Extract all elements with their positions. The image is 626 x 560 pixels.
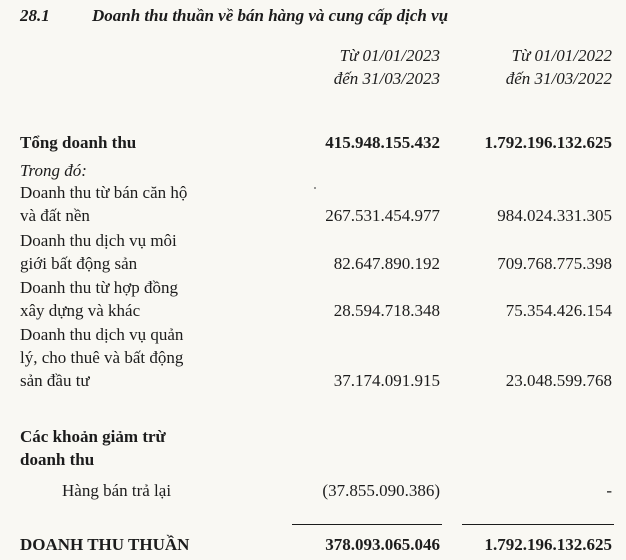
item-management-leasing-label [20,323,183,392]
item-management-leasing-2022: 23.048.599.768 [505,371,612,390]
item-apartment-land-label [20,181,187,227]
deductions-line1: Các khoản giảm trừ [20,427,166,446]
item-construction-line1: Doanh thu từ hợp đồng [20,278,178,297]
item-construction-label [20,276,178,322]
total-revenue-2022: 1.792.196.132.625 [484,133,612,152]
column-header-2022-line1: Từ 01/01/2022 [511,46,612,65]
column-header-2022 [506,44,612,90]
item-construction-2022: 75.354.426.154 [505,301,612,320]
column-header-2023-line2: đến 31/03/2023 [333,69,440,88]
of-which-label: Trong đó: [20,161,87,180]
item-brokerage-2023: 82.647.890.192 [333,254,440,273]
subtotal-rule-2023 [292,524,442,525]
net-revenue-label: DOANH THU THUẦN [20,535,190,554]
net-revenue-2022: 1.792.196.132.625 [484,535,612,554]
item-apartment-land-line1: Doanh thu từ bán căn hộ [20,183,188,202]
item-management-leasing-2023: 37.174.091.915 [333,371,440,390]
deductions-line2: doanh thu [20,450,95,469]
section-number: 28.1 [20,6,50,25]
deductions-label [20,425,166,471]
section-title: Doanh thu thuần về bán hàng và cung cấp dịch vụ [92,6,449,25]
column-header-2022-line2: đến 31/03/2022 [505,69,612,88]
scan-speck [314,187,316,189]
column-header-2023-line1: Từ 01/01/2023 [339,46,440,65]
sales-returns-2022: - [606,481,612,500]
item-management-leasing-line3: sản đầu tư [20,371,90,390]
item-construction-line2: xây dựng và khác [20,301,141,320]
item-brokerage-2022: 709.768.775.398 [497,254,612,273]
item-construction-2023: 28.594.718.348 [333,301,440,320]
net-revenue-2023: 378.093.065.046 [325,535,440,554]
item-brokerage-label [20,229,177,275]
item-apartment-land-2022: 984.024.331.305 [497,206,612,225]
sales-returns-label: Hàng bán trả lại [62,481,172,500]
sales-returns-2023: (37.855.090.386) [322,481,440,500]
item-brokerage-line2: giới bất động sản [20,254,138,273]
item-management-leasing-line2: lý, cho thuê và bất động [20,348,184,367]
item-apartment-land-line2: và đất nền [20,206,90,225]
total-revenue-label: Tổng doanh thu [20,133,137,152]
item-management-leasing-line1: Doanh thu dịch vụ quản [20,325,184,344]
item-brokerage-line1: Doanh thu dịch vụ môi [20,231,177,250]
item-apartment-land-2023: 267.531.454.977 [325,206,440,225]
total-revenue-2023: 415.948.155.432 [325,133,440,152]
column-header-2023 [334,44,440,90]
subtotal-rule-2022 [462,524,614,525]
